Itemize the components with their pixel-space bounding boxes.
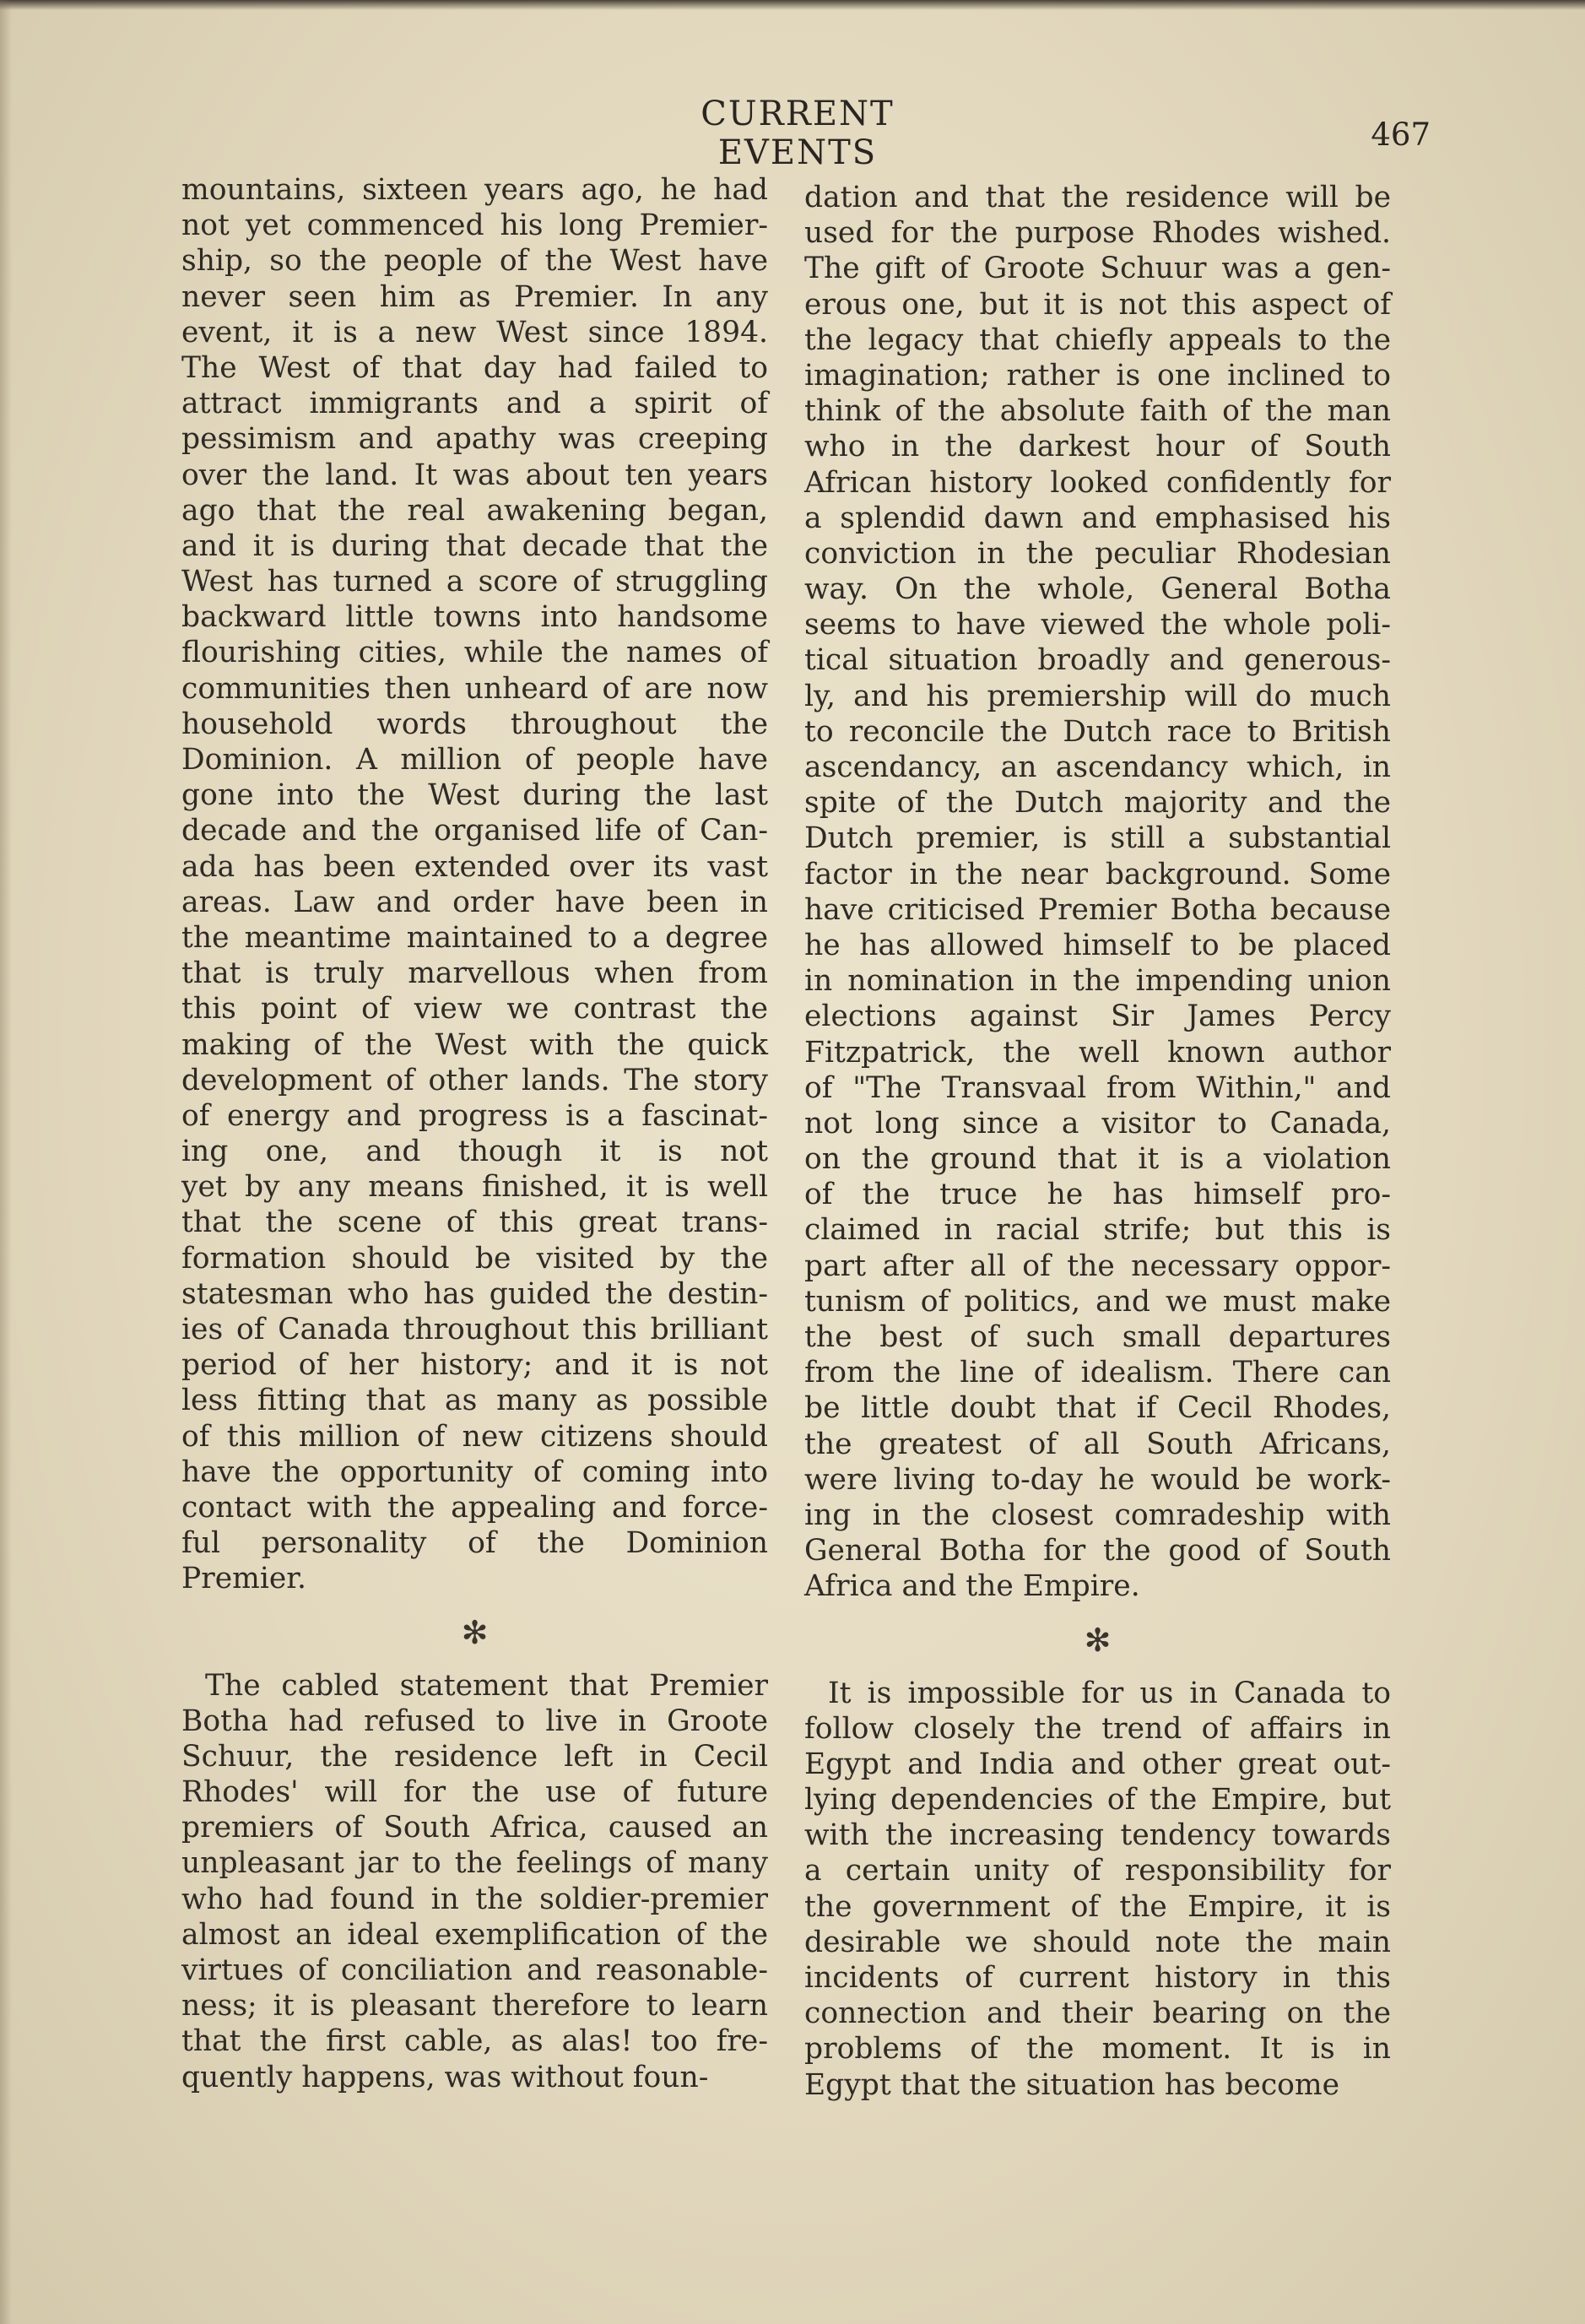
text-line: the greatest of all South Africans, <box>804 1427 1391 1461</box>
text-line: Egypt that the situation has become <box>804 2067 1340 2102</box>
text-line: over the land. It was about ten years <box>181 458 768 492</box>
text-line: attract immigrants and a spirit of <box>181 387 768 421</box>
text-line: not long since a visitor to Canada, <box>804 1106 1391 1140</box>
text-line: the government of the Empire, it is <box>804 1889 1391 1924</box>
text-line: Egypt and India and other great out- <box>804 1747 1391 1781</box>
right-paragraph-1 <box>804 180 1391 1605</box>
text-line: who had found in the soldier-premier <box>181 1882 768 1916</box>
right-paragraph-2 <box>804 1676 1391 2103</box>
section-divider-mark: ✻ <box>461 1613 489 1651</box>
text-line: flourishing cities, while the names of <box>181 636 768 670</box>
text-line: used for the purpose Rhodes wished. <box>804 216 1391 251</box>
text-line: tical situation broadly and generous- <box>804 643 1391 678</box>
text-line: Dominion. A million of people have <box>181 743 768 777</box>
page-left-edge <box>0 0 12 2324</box>
text-line: part after all of the necessary oppor- <box>804 1249 1391 1283</box>
text-line: imagination; rather is one inclined to <box>804 358 1391 393</box>
text-line: Botha had refused to live in Groote <box>181 1704 768 1738</box>
text-line: way. On the whole, General Botha <box>804 572 1391 607</box>
text-line: ly, and his premiership will do much <box>804 679 1391 713</box>
text-line: event, it is a new West since 1894. <box>181 315 768 349</box>
text-line: household words throughout the <box>181 707 768 741</box>
text-line: tunism of politics, and we must make <box>804 1284 1391 1319</box>
text-line: not yet commenced his long Premier- <box>181 209 768 243</box>
text-line: connection and their bearing on the <box>804 1996 1391 2031</box>
text-line: The West of that day had failed to <box>181 350 768 385</box>
text-line: and it is during that decade that the <box>181 528 768 563</box>
text-line: formation should be visited by the <box>181 1241 768 1276</box>
text-line: of energy and progress is a fascinat- <box>181 1098 768 1133</box>
text-line: spite of the Dutch majority and the <box>804 786 1391 821</box>
text-line: virtues of conciliation and reasonable- <box>181 1953 768 1987</box>
text-line: conviction in the peculiar Rhodesian <box>804 536 1391 571</box>
text-line: decade and the organised life of Can- <box>181 814 768 848</box>
text-line: quently happens, was without foun- <box>181 2060 709 2094</box>
text-line: this point of view we contrast the <box>181 992 768 1027</box>
text-line: ada has been extended over its vast <box>181 849 768 884</box>
text-line: making of the West with the quick <box>181 1027 768 1062</box>
text-line: that the scene of this great trans- <box>181 1205 768 1240</box>
text-line: were living to-day he would be work- <box>804 1462 1391 1497</box>
text-line: ago that the real awakening began, <box>181 493 768 528</box>
section-divider-mark: ✻ <box>1084 1621 1112 1659</box>
text-line: Schuur, the residence left in Cecil <box>181 1739 768 1774</box>
text-line: pessimism and apathy was creeping <box>181 422 768 457</box>
text-line: Rhodes' will for the use of future <box>181 1775 768 1810</box>
text-line: think of the absolute faith of the man <box>804 394 1391 429</box>
text-line: desirable we should note the main <box>804 1925 1391 1959</box>
text-line: yet by any means finished, it is well <box>181 1170 768 1205</box>
text-line: It is impossible for us in Canada to <box>828 1676 1391 1710</box>
text-line: less fitting that as many as possible <box>181 1384 768 1418</box>
page-top-shadow <box>0 0 1585 10</box>
text-line: period of her history; and it is not <box>181 1348 768 1383</box>
text-line: West has turned a score of struggling <box>181 565 768 599</box>
text-line: have the opportunity of coming into <box>181 1455 768 1489</box>
text-line: he has allowed himself to be placed <box>804 928 1391 962</box>
text-line: that the first cable, as alas! too fre- <box>181 2024 768 2059</box>
text-line: to reconcile the Dutch race to British <box>804 714 1391 749</box>
text-line: premiers of South Africa, caused an <box>181 1811 768 1845</box>
text-line: statesman who has guided the destin- <box>181 1276 768 1311</box>
text-line: almost an ideal exemplification of the <box>181 1917 768 1952</box>
text-line: factor in the near background. Some <box>804 857 1391 891</box>
text-line: of this million of new citizens should <box>181 1419 768 1454</box>
text-line: of the truce he has himself pro- <box>804 1178 1391 1212</box>
text-line: Fitzpatrick, the well known author <box>804 1035 1391 1070</box>
text-line: with the increasing tendency towards <box>804 1818 1391 1853</box>
text-line: who in the darkest hour of South <box>804 430 1391 464</box>
text-line: development of other lands. The story <box>181 1063 768 1097</box>
text-line: ies of Canada throughout this brilliant <box>181 1313 768 1346</box>
left-paragraph-1 <box>181 172 768 1597</box>
text-line: of "The Transvaal from Within," and <box>804 1070 1391 1105</box>
text-line: ing in the closest comradeship with <box>804 1498 1391 1532</box>
text-line: ascendancy, an ascendancy which, in <box>804 750 1391 784</box>
text-line: the legacy that chiefly appeals to the <box>804 322 1391 357</box>
text-line: Dutch premier, is still a substantial <box>804 821 1391 856</box>
page-number: 467 <box>1371 116 1431 153</box>
text-line: in nomination in the impending union <box>804 964 1391 999</box>
text-line: that is truly marvellous when from <box>181 956 768 991</box>
text-line: from the line of idealism. There can <box>804 1356 1391 1390</box>
text-line: communities then unheard of are now <box>181 671 768 706</box>
running-head: CURRENT EVENTS <box>701 95 895 172</box>
text-line: Africa and the Empire. <box>804 1569 1140 1604</box>
text-line: ness; it is pleasant therefore to learn <box>181 1989 768 2023</box>
text-line: Premier. <box>181 1562 306 1596</box>
text-line: problems of the moment. It is in <box>804 2032 1391 2067</box>
text-line: The gift of Groote Schuur was a gen- <box>804 252 1391 286</box>
text-line: dation and that the residence will be <box>804 181 1391 214</box>
text-line: the meantime maintained to a degree <box>181 920 768 955</box>
right-column <box>804 180 1391 2103</box>
text-line: ful personality of the Dominion <box>181 1526 768 1561</box>
text-line: mountains, sixteen years ago, he had <box>181 173 768 207</box>
text-line: have criticised Premier Botha because <box>804 892 1391 927</box>
text-line: African history looked confidently for <box>804 465 1391 500</box>
text-line: ing one, and though it is not <box>181 1135 768 1169</box>
text-line: contact with the appealing and force- <box>181 1490 768 1525</box>
text-line: areas. Law and order have been in <box>181 885 768 919</box>
text-line: gone into the West during the last <box>181 778 768 813</box>
left-paragraph-2 <box>181 1668 768 2095</box>
text-line: follow closely the trend of affairs in <box>804 1711 1391 1746</box>
text-line: on the ground that it is a violation <box>804 1142 1391 1177</box>
text-line: claimed in racial strife; but this is <box>804 1213 1391 1248</box>
text-line: ship, so the people of the West have <box>181 244 768 279</box>
text-line: be little doubt that if Cecil Rhodes, <box>804 1391 1391 1426</box>
text-line: General Botha for the good of South <box>804 1534 1391 1568</box>
text-line: seems to have viewed the whole poli- <box>804 608 1391 642</box>
text-line: The cabled statement that Premier <box>205 1668 768 1703</box>
text-line: never seen him as Premier. In any <box>181 279 768 314</box>
text-line: a certain unity of responsibility for <box>804 1854 1391 1888</box>
text-line: backward little towns into handsome <box>181 600 768 635</box>
left-column <box>181 172 768 2095</box>
text-line: incidents of current history in this <box>804 1961 1391 1995</box>
text-line: the best of such small departures <box>804 1320 1391 1354</box>
text-line: unpleasant jar to the feelings of many <box>181 1846 768 1881</box>
text-line: elections against Sir James Percy <box>804 999 1391 1034</box>
text-line: lying dependencies of the Empire, but <box>804 1783 1391 1817</box>
text-line: erous one, but it is not this aspect of <box>804 287 1391 322</box>
text-line: a splendid dawn and emphasised his <box>804 501 1391 535</box>
